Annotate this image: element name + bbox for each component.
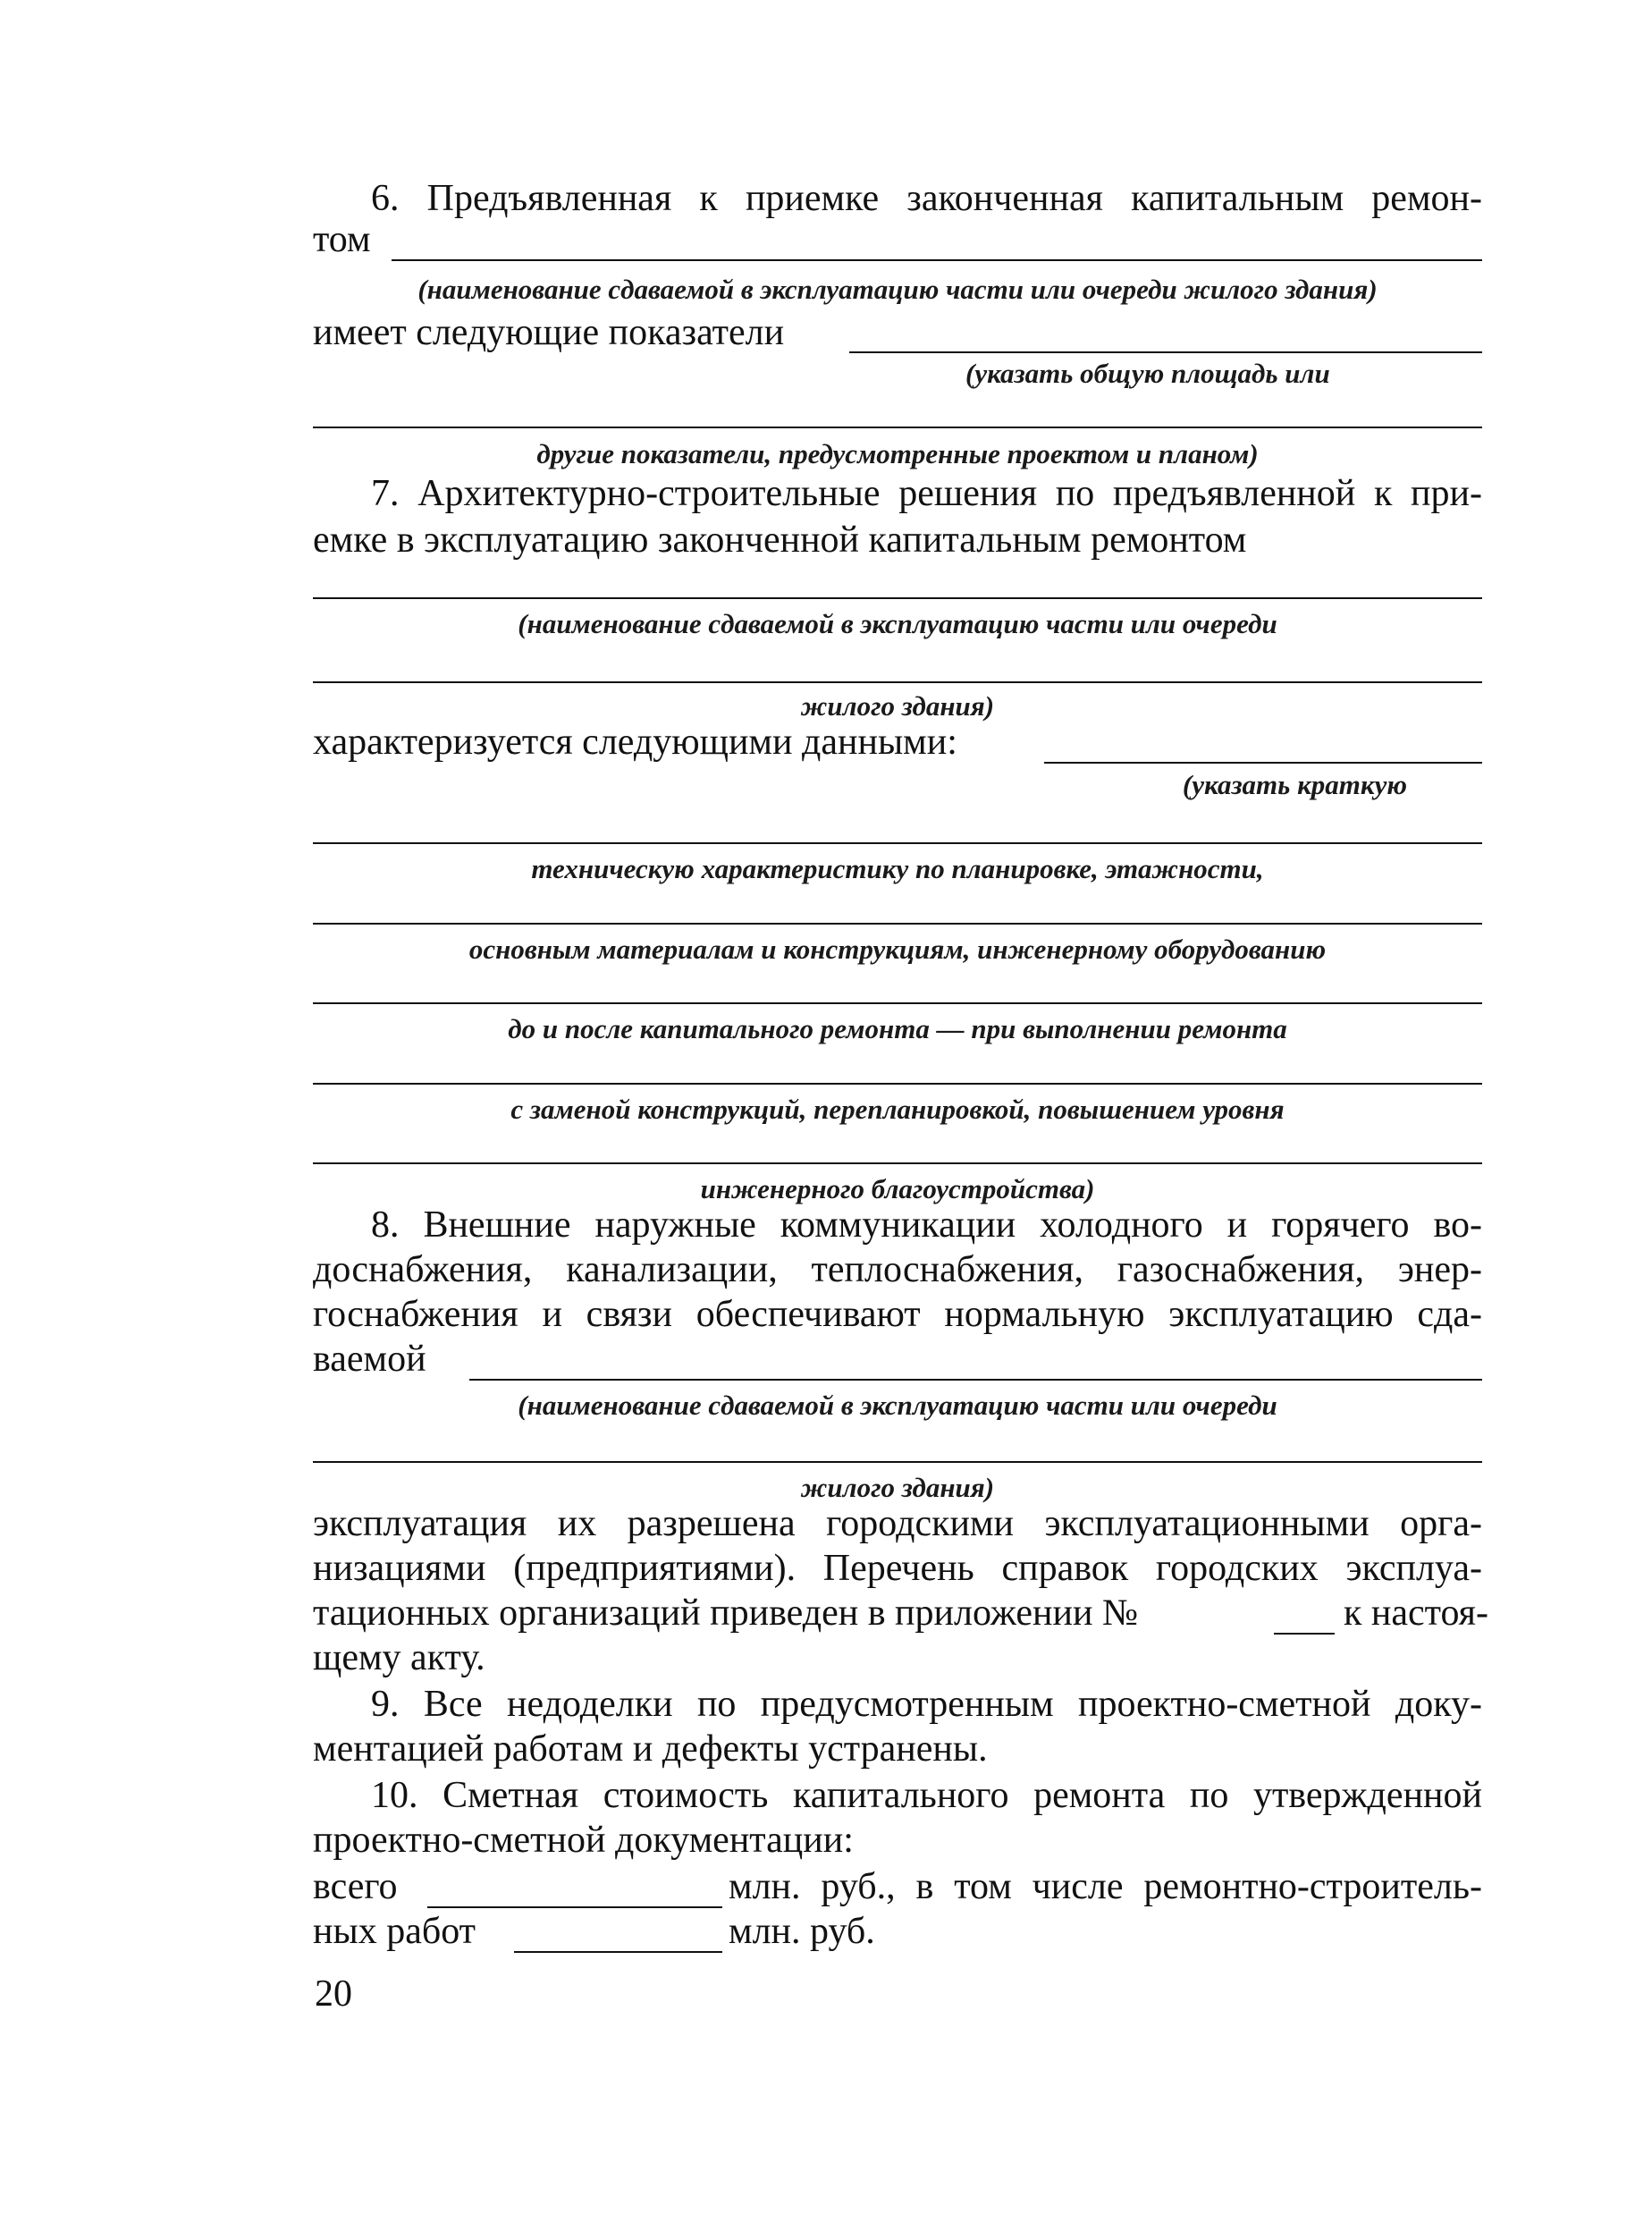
section7-caption8: инженерного благоустройства): [700, 1173, 1095, 1204]
section8-appendix-number-field: [1274, 1633, 1335, 1635]
section7-field7: [313, 1083, 1482, 1085]
section7-field1: [313, 597, 1482, 599]
section7-field8: [313, 1162, 1482, 1164]
section7-caption6: до и после капитального ремонта — при выполнении ремонта: [508, 1013, 1287, 1044]
section10-line1: 10. Сметная стоимость капитального ремонта по утвержденной: [371, 1775, 1482, 1816]
section8-field2: [313, 1461, 1482, 1463]
section8-line1: 8. Внешние наружные коммуникации холодного и горячего во-: [371, 1204, 1482, 1246]
section9-line2: ментацией работам и дефекты устранены.: [313, 1728, 988, 1770]
section7-caption7: с заменой конструкций, перепланировкой, повышением уровня: [510, 1094, 1285, 1125]
section8-line6: низациями (предприятиями). Перечень справок городских эксплуа-: [313, 1548, 1482, 1589]
section7-caption3: (указать краткую: [1182, 769, 1407, 800]
section8-caption1: (наименование сдаваемой в эксплуатацию части или очереди: [518, 1390, 1277, 1421]
section7-field4: [313, 842, 1482, 844]
section10-total-field: [427, 1906, 722, 1908]
section10-line2: проектно-сметной документации:: [313, 1820, 854, 1861]
section7-caption2: жилого здания): [800, 690, 995, 722]
section6-line2: том: [313, 219, 371, 260]
section8-line7b: к настоя-: [1344, 1593, 1488, 1634]
section8-caption2: жилого здания): [800, 1472, 995, 1503]
section8-line5: эксплуатация их разрешена городскими эксплуатационными орга-: [313, 1503, 1482, 1544]
section6-line3: имеет следующие показатели: [313, 312, 785, 353]
section7-field5: [313, 923, 1482, 925]
section9-line1: 9. Все недоделки по предусмотренным проектно-сметной доку-: [371, 1684, 1482, 1725]
section8-line7a: тационных организаций приведен в приложении №: [313, 1593, 1139, 1634]
section7-line3: характеризуется следующими данными:: [313, 722, 957, 763]
section10-works-label: ных работ: [313, 1911, 476, 1952]
section8-field1: [469, 1379, 1482, 1381]
section6-caption1: (наименование сдаваемой в эксплуатацию части или очереди жилого здания): [417, 274, 1378, 305]
section10-unit2: млн. руб.: [729, 1911, 875, 1952]
section7-line2: емке в эксплуатацию законченной капитальным ремонтом: [313, 520, 1247, 561]
section7-field3: [1044, 762, 1482, 764]
section7-caption5: основным материалам и конструкциям, инженерному оборудованию: [468, 934, 1327, 965]
section6-caption3: другие показатели, предусмотренные проектом и планом): [536, 438, 1259, 469]
section8-line8: щему акту.: [313, 1637, 485, 1678]
section7-field2: [313, 681, 1482, 683]
section8-line3: госнабжения и связи обеспечивают нормальную эксплуатацию сда-: [313, 1294, 1482, 1335]
section6-line1: 6. Предъявленная к приемке законченная капитальным ремон-: [371, 178, 1482, 219]
section6-field1: [392, 259, 1482, 261]
section10-works-field: [514, 1951, 722, 1953]
section7-caption1: (наименование сдаваемой в эксплуатацию части или очереди: [518, 608, 1277, 639]
section8-line2: доснабжения, канализации, теплоснабжения, газоснабжения, энер-: [313, 1249, 1482, 1290]
section8-line4: ваемой: [313, 1339, 426, 1380]
section7-line1: 7. Архитектурно-строительные решения по предъявленной к при-: [371, 473, 1482, 514]
page-number: 20: [315, 1973, 352, 2015]
section6-field2: [849, 351, 1482, 353]
section7-field6: [313, 1002, 1482, 1004]
section6-caption2: (указать общую площадь или: [965, 358, 1330, 389]
section10-total-label: всего: [313, 1866, 398, 1907]
section6-field3: [313, 427, 1482, 428]
section10-unit1: млн. руб., в том числе ремонтно-строитель-: [729, 1866, 1482, 1907]
section7-caption4: техническую характеристику по планировке, этажности,: [531, 853, 1264, 884]
